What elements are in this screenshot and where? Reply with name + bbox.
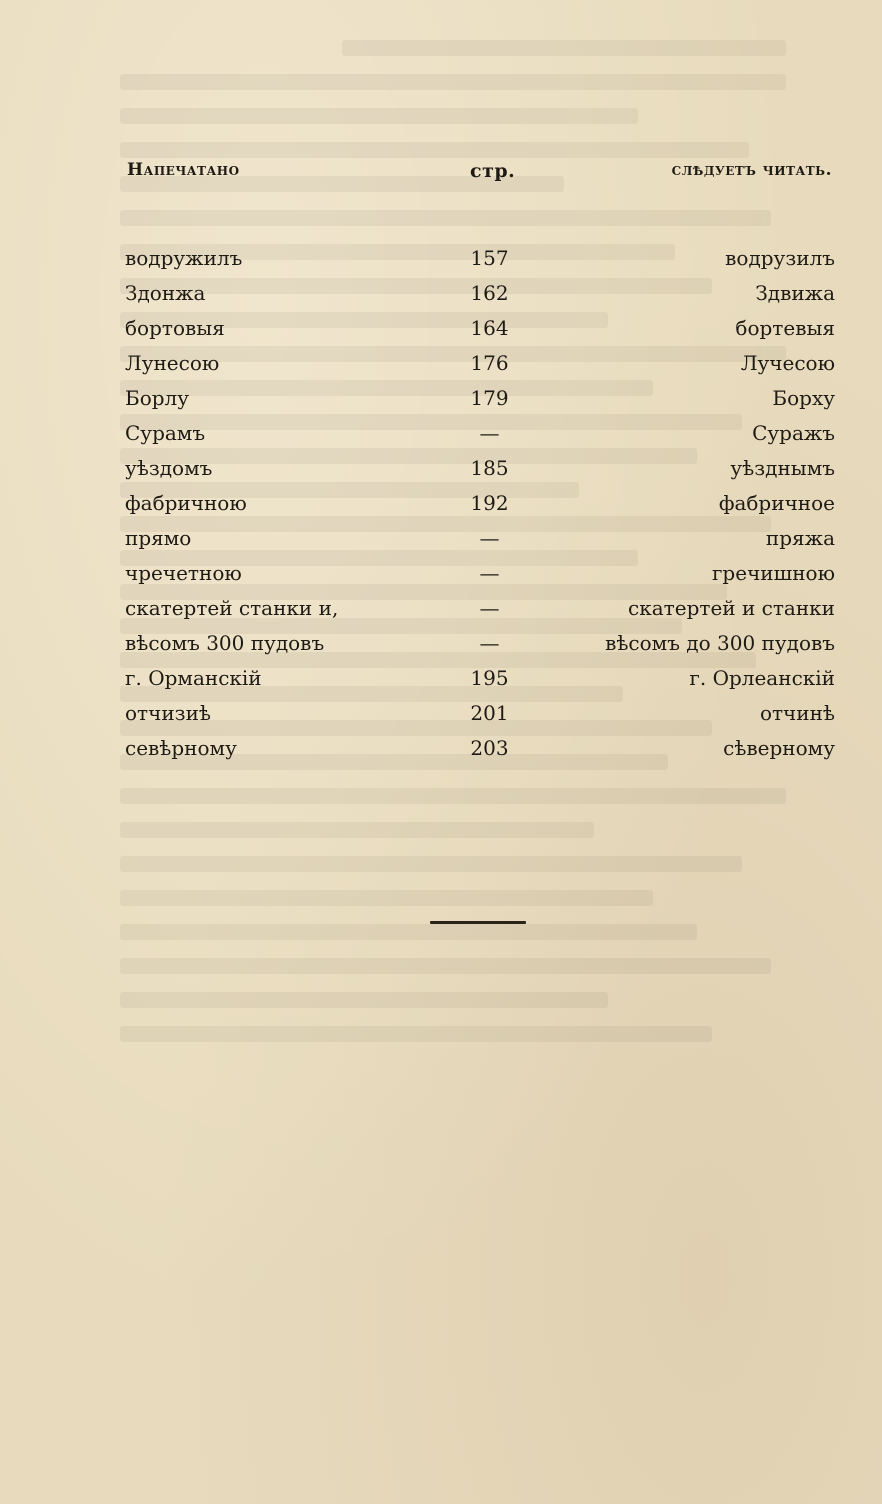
page-cell: 185 [470,456,509,480]
page-cell: 201 [470,701,509,725]
errata-row [125,488,835,523]
read-cell: г. Орлеанскій [689,666,835,690]
printed-cell: Лунесою [125,351,220,375]
read-cell: уѣзднымъ [730,456,835,480]
page-cell: — [479,526,500,550]
printed-cell: г. Орманскій [125,666,262,690]
printed-cell: севѣрному [125,736,237,760]
read-cell: гречишною [711,561,835,585]
header-printed: Напечатано [127,160,240,180]
page-cell: 203 [470,736,509,760]
errata-row [125,663,835,698]
printed-cell: скатертей станки и, [125,596,339,620]
header-read: слѣдуетъ читать. [671,160,832,180]
printed-cell: Здонжа [125,281,206,305]
errata-row [125,558,835,593]
printed-cell: отчизиѣ [125,701,211,725]
printed-cell: фабричною [125,491,247,515]
page-cell: 192 [470,491,509,515]
read-cell: пряжа [765,526,835,550]
read-cell: Суражъ [752,421,835,445]
end-rule [430,921,526,924]
errata-table [125,243,835,768]
printed-cell: вѣсомъ 300 пудовъ [125,631,325,655]
page-cell: 195 [470,666,509,690]
read-cell: отчинѣ [759,701,835,725]
printed-cell: уѣздомъ [125,456,213,480]
header-page: стр. [470,160,516,182]
read-cell: фабричное [718,491,835,515]
errata-row [125,453,835,488]
errata-row [125,523,835,558]
page-cell: 157 [470,246,509,270]
errata-row [125,593,835,628]
printed-cell: Сурамъ [125,421,206,445]
page-cell: — [479,631,500,655]
printed-cell: Борлу [125,386,190,410]
read-cell: вѣсомъ до 300 пудовъ [605,631,835,655]
printed-cell: водружилъ [125,246,243,270]
errata-row [125,418,835,453]
errata-row [125,278,835,313]
read-cell: скатертей и станки [628,596,835,620]
page-cell: 162 [470,281,509,305]
page-cell: — [479,596,500,620]
page-cell: 164 [470,316,509,340]
read-cell: водрузилъ [725,246,835,270]
read-cell: сѣверному [723,736,835,760]
errata-row [125,383,835,418]
printed-cell: бортовыя [125,316,225,340]
errata-row [125,348,835,383]
page-cell: — [479,561,500,585]
printed-cell: прямо [125,526,192,550]
errata-row [125,313,835,348]
read-cell: Борху [772,386,835,410]
errata-row [125,733,835,768]
page-cell: 176 [470,351,509,375]
page-cell: 179 [470,386,509,410]
read-cell: Здвижа [755,281,835,305]
errata-row [125,243,835,278]
printed-cell: чречетною [125,561,242,585]
read-cell: Лучесою [740,351,835,375]
errata-row [125,628,835,663]
errata-row [125,698,835,733]
read-cell: бортевыя [735,316,835,340]
page-cell: — [479,421,500,445]
